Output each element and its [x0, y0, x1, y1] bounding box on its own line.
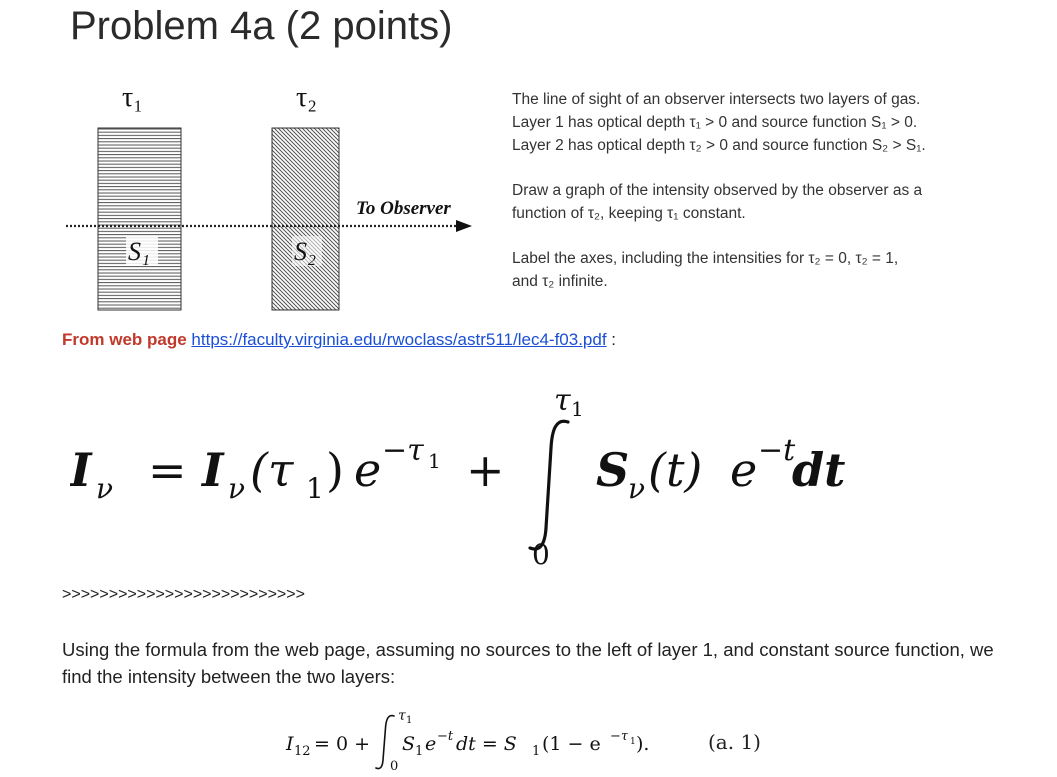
eq-integrand-exp-base: e: [730, 443, 758, 497]
a1-eq1: = 0 +: [314, 733, 371, 755]
eq-term1-close: ): [326, 443, 344, 497]
eq-lhs-sub: ν: [96, 472, 114, 505]
a1-integrand-sub: 1: [415, 744, 424, 759]
a1-rhs-power-sub: 1: [630, 737, 636, 747]
eq-integrand-s-sub: ν: [628, 472, 646, 505]
a1-dt: dt = S: [456, 733, 517, 755]
a1-upper: τ: [398, 708, 406, 724]
eq-integrand-arg: (t): [648, 443, 703, 497]
page-title: Problem 4a (2 points): [70, 4, 453, 48]
description-paragraph-2: Draw a graph of the intensity observed by the observer as a function of τ₂, keeping τ₁ constant.: [512, 182, 923, 222]
a1-rhs-close: ).: [636, 733, 650, 755]
solution-paragraph: Using the formula from the web page, assuming no sources to the left of layer 1, and constant source function, we find the intensity between the two layers:: [62, 639, 994, 687]
eq-equals: =: [148, 443, 187, 497]
arrow-head: [456, 220, 472, 232]
equation-number: (a. 1): [708, 730, 761, 754]
source-label: From web page: [62, 330, 187, 349]
eq-exp-power: −τ: [382, 433, 424, 468]
eq-exp-base: e: [354, 443, 382, 497]
s1-label: S₁: [128, 237, 151, 266]
integral-sign: [530, 421, 568, 549]
source-link[interactable]: https://faculty.virginia.edu/rwoclass/astr511/lec4-f03.pdf: [191, 330, 607, 349]
eq-lower-limit: 0: [532, 538, 550, 571]
eq-lhs: I: [70, 443, 92, 497]
a1-rhs-rest: (1 − e: [542, 733, 601, 755]
a1-exp-power: −t: [437, 729, 454, 744]
problem-description: [512, 88, 1032, 315]
description-paragraph-3: Label the axes, including the intensities for τ₂ = 0, τ₂ = 1, and τ₂ infinite.: [512, 250, 899, 290]
layer-1: [98, 128, 181, 310]
to-observer-label: To Observer: [356, 198, 451, 219]
description-paragraph-1: The line of sight of an observer intersects two layers of gas. Layer 1 has optical depth τ₁ > 0 and source function S₁ > 0. Layer 2 has optical depth τ₂ > 0 and source function S₂ > S₁.: [512, 91, 926, 154]
separator-arrows: >>>>>>>>>>>>>>>>>>>>>>>>>>: [62, 586, 305, 603]
a1-exp: e: [425, 733, 437, 755]
a1-rhs-power: −τ: [610, 729, 629, 744]
s2-label: S₂: [294, 237, 317, 266]
layer-2: [272, 128, 339, 310]
a1-rhs-sub: 1: [532, 744, 541, 759]
eq-differential: dt: [792, 443, 846, 497]
source-line: [62, 330, 616, 350]
tau2-label: τ₂: [296, 82, 318, 113]
a1-upper-sub: 1: [406, 715, 413, 726]
eq-term1-arg: (τ: [250, 443, 294, 497]
eq-integrand-s: S: [596, 443, 630, 497]
eq-exp-power-sub: 1: [428, 449, 441, 473]
a1-lower: 0: [390, 759, 399, 774]
eq-term1-sub: ν: [228, 472, 246, 505]
eq-term1-arg-sub: 1: [306, 472, 324, 505]
radiative-transfer-equation: [70, 378, 890, 578]
source-suffix: :: [606, 330, 617, 349]
a1-integrand: S: [402, 733, 416, 755]
a1-lhs-sub: 12: [294, 744, 311, 759]
a1-lhs: I: [286, 733, 294, 755]
eq-plus: +: [466, 443, 505, 497]
eq-term1: I: [202, 443, 224, 497]
eq-integrand-exp-power: −t: [758, 433, 796, 468]
layers-diagram: [58, 80, 488, 320]
tau1-label: τ₁: [122, 82, 144, 113]
eq-upper-limit: τ: [554, 383, 571, 418]
eq-upper-limit-sub: 1: [571, 397, 584, 421]
